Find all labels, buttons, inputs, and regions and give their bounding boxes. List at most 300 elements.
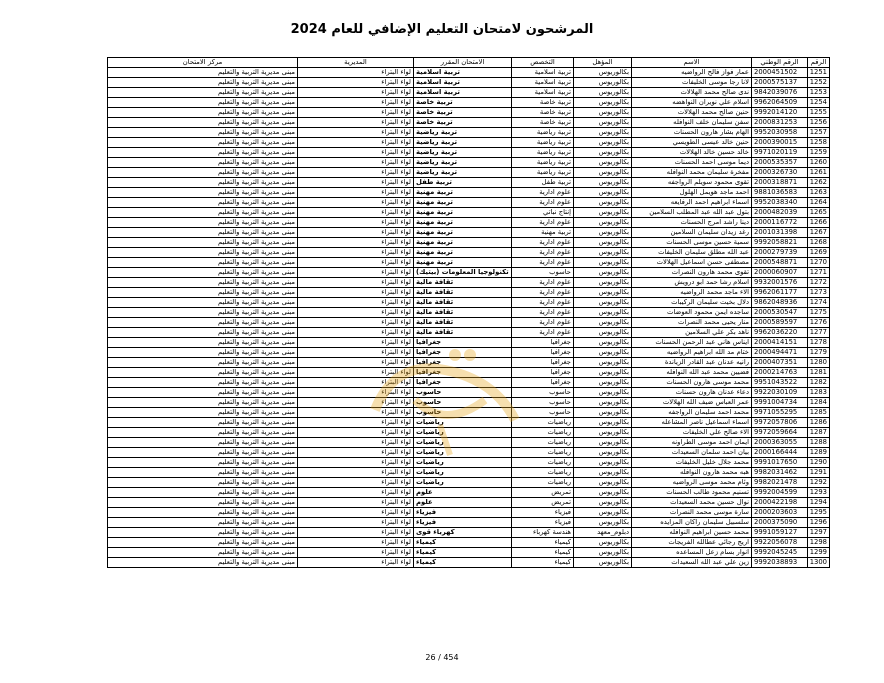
row-directorate: لواء البتراء	[298, 128, 414, 138]
row-seq: 1273	[808, 288, 830, 298]
row-seq: 1267	[808, 228, 830, 238]
row-seq: 1283	[808, 388, 830, 398]
table-row	[108, 338, 830, 348]
table-row	[108, 148, 830, 158]
table-row	[108, 308, 830, 318]
row-specialty: علوم ادارية	[512, 328, 574, 338]
table-row	[108, 158, 830, 168]
row-seq: 1275	[808, 308, 830, 318]
row-national-id: 9922030109	[752, 388, 808, 398]
row-exam: تربية مهنية	[414, 198, 512, 208]
row-specialty: رياضيات	[512, 468, 574, 478]
row-seq: 1269	[808, 248, 830, 258]
row-name: رغد زيدان سليمان السلامين	[632, 228, 752, 238]
row-center: مبنى مديرية التربية والتعليم	[108, 398, 298, 408]
row-national-id: 2000494471	[752, 348, 808, 358]
row-center: مبنى مديرية التربية والتعليم	[108, 268, 298, 278]
row-specialty: جغرافيا	[512, 348, 574, 358]
row-directorate: لواء البتراء	[298, 68, 414, 78]
row-center: مبنى مديرية التربية والتعليم	[108, 348, 298, 358]
row-exam: كيمياء	[414, 548, 512, 558]
row-specialty: كيمياء	[512, 558, 574, 568]
row-center: مبنى مديرية التربية والتعليم	[108, 218, 298, 228]
row-specialty: رياضيات	[512, 438, 574, 448]
row-qualification: بكالوريوس	[574, 368, 632, 378]
row-name: اسماء اسماعيل ناصر المشاعله	[632, 418, 752, 428]
row-qualification: بكالوريوس	[574, 78, 632, 88]
row-national-id: 2000414151	[752, 338, 808, 348]
table-row	[108, 468, 830, 478]
row-specialty: رياضيات	[512, 478, 574, 488]
row-national-id: 9971020119	[752, 148, 808, 158]
row-seq: 1270	[808, 258, 830, 268]
row-specialty: فيزياء	[512, 508, 574, 518]
table-row	[108, 428, 830, 438]
row-name: رانيه عدنان عبد القادر الزياندة	[632, 358, 752, 368]
table-row	[108, 178, 830, 188]
row-name: محمد حسين ابراهيم النوافله	[632, 528, 752, 538]
row-directorate: لواء البتراء	[298, 108, 414, 118]
row-national-id: 2000589597	[752, 318, 808, 328]
row-directorate: لواء البتراء	[298, 438, 414, 448]
row-directorate: لواء البتراء	[298, 98, 414, 108]
row-exam: حاسوب	[414, 388, 512, 398]
row-national-id: 9992004599	[752, 488, 808, 498]
table-row	[108, 448, 830, 458]
row-name: بتول عبد الله عبد المطلب السلامين	[632, 208, 752, 218]
row-specialty: تربية خاصة	[512, 118, 574, 128]
row-national-id: 2000060907	[752, 268, 808, 278]
row-specialty: علوم ادارية	[512, 258, 574, 268]
row-national-id: 9991017650	[752, 458, 808, 468]
row-center: مبنى مديرية التربية والتعليم	[108, 338, 298, 348]
row-name: ايناس هاني عبد الرحمن الحسنات	[632, 338, 752, 348]
row-center: مبنى مديرية التربية والتعليم	[108, 538, 298, 548]
row-name: هبه محمد هارون النوافله	[632, 468, 752, 478]
row-directorate: لواء البتراء	[298, 478, 414, 488]
row-exam: تربية رياضية	[414, 148, 512, 158]
row-qualification: بكالوريوس	[574, 318, 632, 328]
row-seq: 1280	[808, 358, 830, 368]
row-name: عمار فواز فالح الرواضيه	[632, 68, 752, 78]
row-specialty: تربية رياضية	[512, 128, 574, 138]
row-name: الهام بشار هارون الحسنات	[632, 128, 752, 138]
row-name: بيان احمد سلمان السعيدات	[632, 448, 752, 458]
row-name: سمية حسين موسى الحسنات	[632, 238, 752, 248]
row-seq: 1282	[808, 378, 830, 388]
row-qualification: بكالوريوس	[574, 258, 632, 268]
row-seq: 1277	[808, 328, 830, 338]
table-row	[108, 278, 830, 288]
row-name: ديما موسى احمد الحسنات	[632, 158, 752, 168]
row-qualification: بكالوريوس	[574, 208, 632, 218]
table-row	[108, 418, 830, 428]
table-row	[108, 528, 830, 538]
table-row	[108, 378, 830, 388]
row-exam: ثقافة مالية	[414, 298, 512, 308]
row-name: ندى صالح محمد الهلالات	[632, 88, 752, 98]
row-national-id: 9842039076	[752, 88, 808, 98]
row-qualification: بكالوريوس	[574, 408, 632, 418]
row-specialty: تربية خاصة	[512, 108, 574, 118]
row-seq: 1256	[808, 118, 830, 128]
row-qualification: بكالوريوس	[574, 68, 632, 78]
table-row	[108, 128, 830, 138]
row-national-id: 9992014120	[752, 108, 808, 118]
row-directorate: لواء البتراء	[298, 358, 414, 368]
row-exam: حاسوب	[414, 408, 512, 418]
row-national-id: 9952030958	[752, 128, 808, 138]
row-exam: فيزياء	[414, 518, 512, 528]
row-qualification: بكالوريوس	[574, 138, 632, 148]
row-name: مفخرة سليمان محمد النوافله	[632, 168, 752, 178]
row-national-id: 9982031462	[752, 468, 808, 478]
row-center: مبنى مديرية التربية والتعليم	[108, 488, 298, 498]
row-exam: رياضيات	[414, 428, 512, 438]
header-directorate: المديرية	[298, 58, 414, 68]
row-center: مبنى مديرية التربية والتعليم	[108, 408, 298, 418]
row-national-id: 9992058821	[752, 238, 808, 248]
row-name: اسلام رشا حمد ابو درويش	[632, 278, 752, 288]
table-row	[108, 538, 830, 548]
row-exam: تربية اسلامية	[414, 78, 512, 88]
row-qualification: بكالوريوس	[574, 558, 632, 568]
row-directorate: لواء البتراء	[298, 428, 414, 438]
row-center: مبنى مديرية التربية والتعليم	[108, 128, 298, 138]
row-name: نوال حسين محمد السعيدات	[632, 498, 752, 508]
row-national-id: 9881036583	[752, 188, 808, 198]
row-directorate: لواء البتراء	[298, 548, 414, 558]
row-exam: ثقافة مالية	[414, 278, 512, 288]
row-directorate: لواء البتراء	[298, 398, 414, 408]
row-directorate: لواء البتراء	[298, 208, 414, 218]
row-directorate: لواء البتراء	[298, 288, 414, 298]
row-center: مبنى مديرية التربية والتعليم	[108, 378, 298, 388]
row-qualification: بكالوريوس	[574, 508, 632, 518]
row-qualification: دبلوم_معهد	[574, 528, 632, 538]
row-seq: 1289	[808, 448, 830, 458]
row-center: مبنى مديرية التربية والتعليم	[108, 188, 298, 198]
row-qualification: بكالوريوس	[574, 98, 632, 108]
row-qualification: بكالوريوس	[574, 538, 632, 548]
row-exam: جغرافيا	[414, 378, 512, 388]
row-national-id: 2000363055	[752, 438, 808, 448]
row-specialty: تربية اسلامية	[512, 78, 574, 88]
row-specialty: علوم ادارية	[512, 308, 574, 318]
row-directorate: لواء البتراء	[298, 268, 414, 278]
row-qualification: بكالوريوس	[574, 248, 632, 258]
row-exam: علوم	[414, 488, 512, 498]
row-specialty: تربية خاصة	[512, 98, 574, 108]
table-row	[108, 208, 830, 218]
table-row	[108, 228, 830, 238]
row-exam: جغرافيا	[414, 338, 512, 348]
table-row	[108, 328, 830, 338]
row-directorate: لواء البتراء	[298, 118, 414, 128]
row-exam: تربية طفل	[414, 178, 512, 188]
row-directorate: لواء البتراء	[298, 338, 414, 348]
row-center: مبنى مديرية التربية والتعليم	[108, 308, 298, 318]
table-row	[108, 218, 830, 228]
row-national-id: 2000451502	[752, 68, 808, 78]
row-directorate: لواء البتراء	[298, 328, 414, 338]
row-center: مبنى مديرية التربية والتعليم	[108, 548, 298, 558]
row-qualification: بكالوريوس	[574, 378, 632, 388]
row-national-id: 2000530547	[752, 308, 808, 318]
row-qualification: بكالوريوس	[574, 278, 632, 288]
row-seq: 1292	[808, 478, 830, 488]
row-center: مبنى مديرية التربية والتعليم	[108, 88, 298, 98]
row-name: مصطفى حسن اسماعيل الهلالات	[632, 258, 752, 268]
row-seq: 1276	[808, 318, 830, 328]
row-exam: ثقافة مالية	[414, 288, 512, 298]
table-row	[108, 198, 830, 208]
row-specialty: حاسوب	[512, 388, 574, 398]
row-center: مبنى مديرية التربية والتعليم	[108, 358, 298, 368]
row-name: منار يحيى محمد النصرات	[632, 318, 752, 328]
row-specialty: تربية رياضية	[512, 168, 574, 178]
row-seq: 1251	[808, 68, 830, 78]
row-specialty: تربية رياضية	[512, 138, 574, 148]
row-qualification: بكالوريوس	[574, 448, 632, 458]
row-exam: تربية رياضية	[414, 168, 512, 178]
row-exam: فيزياء	[414, 508, 512, 518]
row-national-id: 9952038340	[752, 198, 808, 208]
row-directorate: لواء البتراء	[298, 278, 414, 288]
row-qualification: بكالوريوس	[574, 548, 632, 558]
table-row	[108, 88, 830, 98]
header-seq: الرقم	[808, 58, 830, 68]
row-directorate: لواء البتراء	[298, 318, 414, 328]
row-national-id: 2000166444	[752, 448, 808, 458]
row-name: تقوى محمد هارون النصرات	[632, 268, 752, 278]
row-directorate: لواء البتراء	[298, 468, 414, 478]
row-seq: 1253	[808, 88, 830, 98]
row-seq: 1286	[808, 418, 830, 428]
row-national-id: 9962036220	[752, 328, 808, 338]
row-name: سفن سليمان خلف النوافله	[632, 118, 752, 128]
table-row	[108, 488, 830, 498]
row-qualification: بكالوريوس	[574, 338, 632, 348]
row-center: مبنى مديرية التربية والتعليم	[108, 148, 298, 158]
row-seq: 1252	[808, 78, 830, 88]
row-specialty: علوم ادارية	[512, 278, 574, 288]
row-directorate: لواء البتراء	[298, 388, 414, 398]
row-center: مبنى مديرية التربية والتعليم	[108, 528, 298, 538]
table-row	[108, 138, 830, 148]
row-exam: تربية رياضية	[414, 128, 512, 138]
row-national-id: 9991059127	[752, 528, 808, 538]
page-number: 26 / 454	[425, 653, 459, 662]
row-specialty: رياضيات	[512, 458, 574, 468]
row-exam: جغرافيا	[414, 368, 512, 378]
table-row	[108, 268, 830, 278]
row-center: مبنى مديرية التربية والتعليم	[108, 68, 298, 78]
row-name: لانا رجا موسى الخليفات	[632, 78, 752, 88]
table-row	[108, 498, 830, 508]
row-name: اريج رجائي عطالله الفريجات	[632, 538, 752, 548]
row-specialty: جغرافيا	[512, 378, 574, 388]
row-seq: 1294	[808, 498, 830, 508]
row-center: مبنى مديرية التربية والتعليم	[108, 468, 298, 478]
row-center: مبنى مديرية التربية والتعليم	[108, 78, 298, 88]
row-seq: 1261	[808, 168, 830, 178]
row-seq: 1268	[808, 238, 830, 248]
row-qualification: بكالوريوس	[574, 148, 632, 158]
row-qualification: بكالوريوس	[574, 418, 632, 428]
row-exam: تربية مهنية	[414, 208, 512, 218]
row-name: وئام محمد موسى الرواضيه	[632, 478, 752, 488]
row-center: مبنى مديرية التربية والتعليم	[108, 498, 298, 508]
row-directorate: لواء البتراء	[298, 508, 414, 518]
row-seq: 1265	[808, 208, 830, 218]
row-directorate: لواء البتراء	[298, 168, 414, 178]
row-seq: 1264	[808, 198, 830, 208]
row-center: مبنى مديرية التربية والتعليم	[108, 108, 298, 118]
row-center: مبنى مديرية التربية والتعليم	[108, 168, 298, 178]
table-header-row	[108, 58, 830, 68]
row-national-id: 9972059664	[752, 428, 808, 438]
row-directorate: لواء البتراء	[298, 348, 414, 358]
row-directorate: لواء البتراء	[298, 538, 414, 548]
row-specialty: جغرافيا	[512, 368, 574, 378]
row-specialty: هندسة كهرباء	[512, 528, 574, 538]
header-qualification: المؤهل	[574, 58, 632, 68]
row-directorate: لواء البتراء	[298, 368, 414, 378]
row-exam: رياضيات	[414, 458, 512, 468]
row-qualification: بكالوريوس	[574, 518, 632, 528]
header-national-id: الرقم الوطني	[752, 58, 808, 68]
row-national-id: 9982021478	[752, 478, 808, 488]
row-exam: تربية خاصة	[414, 98, 512, 108]
row-exam: كهرباء قوى	[414, 528, 512, 538]
row-exam: ثقافة مالية	[414, 318, 512, 328]
row-national-id: 9962061177	[752, 288, 808, 298]
table-row	[108, 558, 830, 568]
row-seq: 1263	[808, 188, 830, 198]
row-qualification: بكالوريوس	[574, 218, 632, 228]
row-exam: تربية مهنية	[414, 188, 512, 198]
row-specialty: علوم ادارية	[512, 188, 574, 198]
row-specialty: علوم ادارية	[512, 218, 574, 228]
row-center: مبنى مديرية التربية والتعليم	[108, 138, 298, 148]
row-national-id: 2000390015	[752, 138, 808, 148]
header-name: الاسم	[632, 58, 752, 68]
table-row	[108, 458, 830, 468]
row-specialty: جغرافيا	[512, 338, 574, 348]
table-row	[108, 248, 830, 258]
row-exam: كيمياء	[414, 538, 512, 548]
row-specialty: علوم ادارية	[512, 318, 574, 328]
row-center: مبنى مديرية التربية والتعليم	[108, 208, 298, 218]
row-national-id: 2000535357	[752, 158, 808, 168]
row-name: خالد حسين خالد الهلالات	[632, 148, 752, 158]
row-center: مبنى مديرية التربية والتعليم	[108, 328, 298, 338]
row-center: مبنى مديرية التربية والتعليم	[108, 448, 298, 458]
row-seq: 1259	[808, 148, 830, 158]
row-specialty: كيمياء	[512, 538, 574, 548]
row-specialty: علوم ادارية	[512, 238, 574, 248]
row-specialty: تربية طفل	[512, 178, 574, 188]
table-row	[108, 298, 830, 308]
row-exam: كيمياء	[414, 558, 512, 568]
row-center: مبنى مديرية التربية والتعليم	[108, 158, 298, 168]
row-seq: 1262	[808, 178, 830, 188]
row-name: حنين صالح محمد الهلالات	[632, 108, 752, 118]
row-exam: رياضيات	[414, 468, 512, 478]
row-qualification: بكالوريوس	[574, 478, 632, 488]
row-name: دينا راشد امرج الحسنات	[632, 218, 752, 228]
row-directorate: لواء البتراء	[298, 228, 414, 238]
row-directorate: لواء البتراء	[298, 218, 414, 228]
row-specialty: رياضيات	[512, 418, 574, 428]
header-center: مركز الامتحان	[108, 58, 298, 68]
row-qualification: بكالوريوس	[574, 498, 632, 508]
row-directorate: لواء البتراء	[298, 448, 414, 458]
table-body	[108, 68, 830, 568]
row-national-id: 9992038893	[752, 558, 808, 568]
row-specialty: تمريض	[512, 488, 574, 498]
row-directorate: لواء البتراء	[298, 408, 414, 418]
row-seq: 1281	[808, 368, 830, 378]
row-seq: 1272	[808, 278, 830, 288]
row-exam: تربية مهنية	[414, 258, 512, 268]
row-exam: جغرافيا	[414, 358, 512, 368]
row-qualification: بكالوريوس	[574, 298, 632, 308]
row-specialty: كيمياء	[512, 548, 574, 558]
row-seq: 1260	[808, 158, 830, 168]
table-row	[108, 318, 830, 328]
table-row	[108, 368, 830, 378]
row-center: مبنى مديرية التربية والتعليم	[108, 178, 298, 188]
row-seq: 1287	[808, 428, 830, 438]
table-row	[108, 78, 830, 88]
row-directorate: لواء البتراء	[298, 88, 414, 98]
table-row	[108, 348, 830, 358]
row-directorate: لواء البتراء	[298, 188, 414, 198]
row-center: مبنى مديرية التربية والتعليم	[108, 118, 298, 128]
row-center: مبنى مديرية التربية والتعليم	[108, 428, 298, 438]
row-name: عمر العباس ضيف الله الهلالات	[632, 398, 752, 408]
row-name: اسلام علي نويران النواهضه	[632, 98, 752, 108]
row-qualification: بكالوريوس	[574, 88, 632, 98]
row-national-id: 9991004734	[752, 398, 808, 408]
row-name: محمد احمد سليمان الرواجفه	[632, 408, 752, 418]
row-specialty: علوم ادارية	[512, 248, 574, 258]
row-center: مبنى مديرية التربية والتعليم	[108, 248, 298, 258]
row-name: الاء ماجد محمد الرواضيه	[632, 288, 752, 298]
row-name: دعاء عدنان هارون حسنات	[632, 388, 752, 398]
row-exam: تربية اسلامية	[414, 68, 512, 78]
row-name: ساجده ايمن محمود العوضات	[632, 308, 752, 318]
row-name: ايمان احمد موسى الطراونه	[632, 438, 752, 448]
row-center: مبنى مديرية التربية والتعليم	[108, 288, 298, 298]
row-exam: تربية اسلامية	[414, 88, 512, 98]
table-row	[108, 258, 830, 268]
row-directorate: لواء البتراء	[298, 148, 414, 158]
row-national-id: 2000318871	[752, 178, 808, 188]
row-directorate: لواء البتراء	[298, 418, 414, 428]
row-name: اسماء ابراهيم احمد الرفايعه	[632, 198, 752, 208]
row-seq: 1257	[808, 128, 830, 138]
row-seq: 1295	[808, 508, 830, 518]
row-directorate: لواء البتراء	[298, 558, 414, 568]
row-qualification: بكالوريوس	[574, 328, 632, 338]
table-row	[108, 398, 830, 408]
table-row	[108, 408, 830, 418]
row-specialty: رياضيات	[512, 428, 574, 438]
table-row	[108, 548, 830, 558]
